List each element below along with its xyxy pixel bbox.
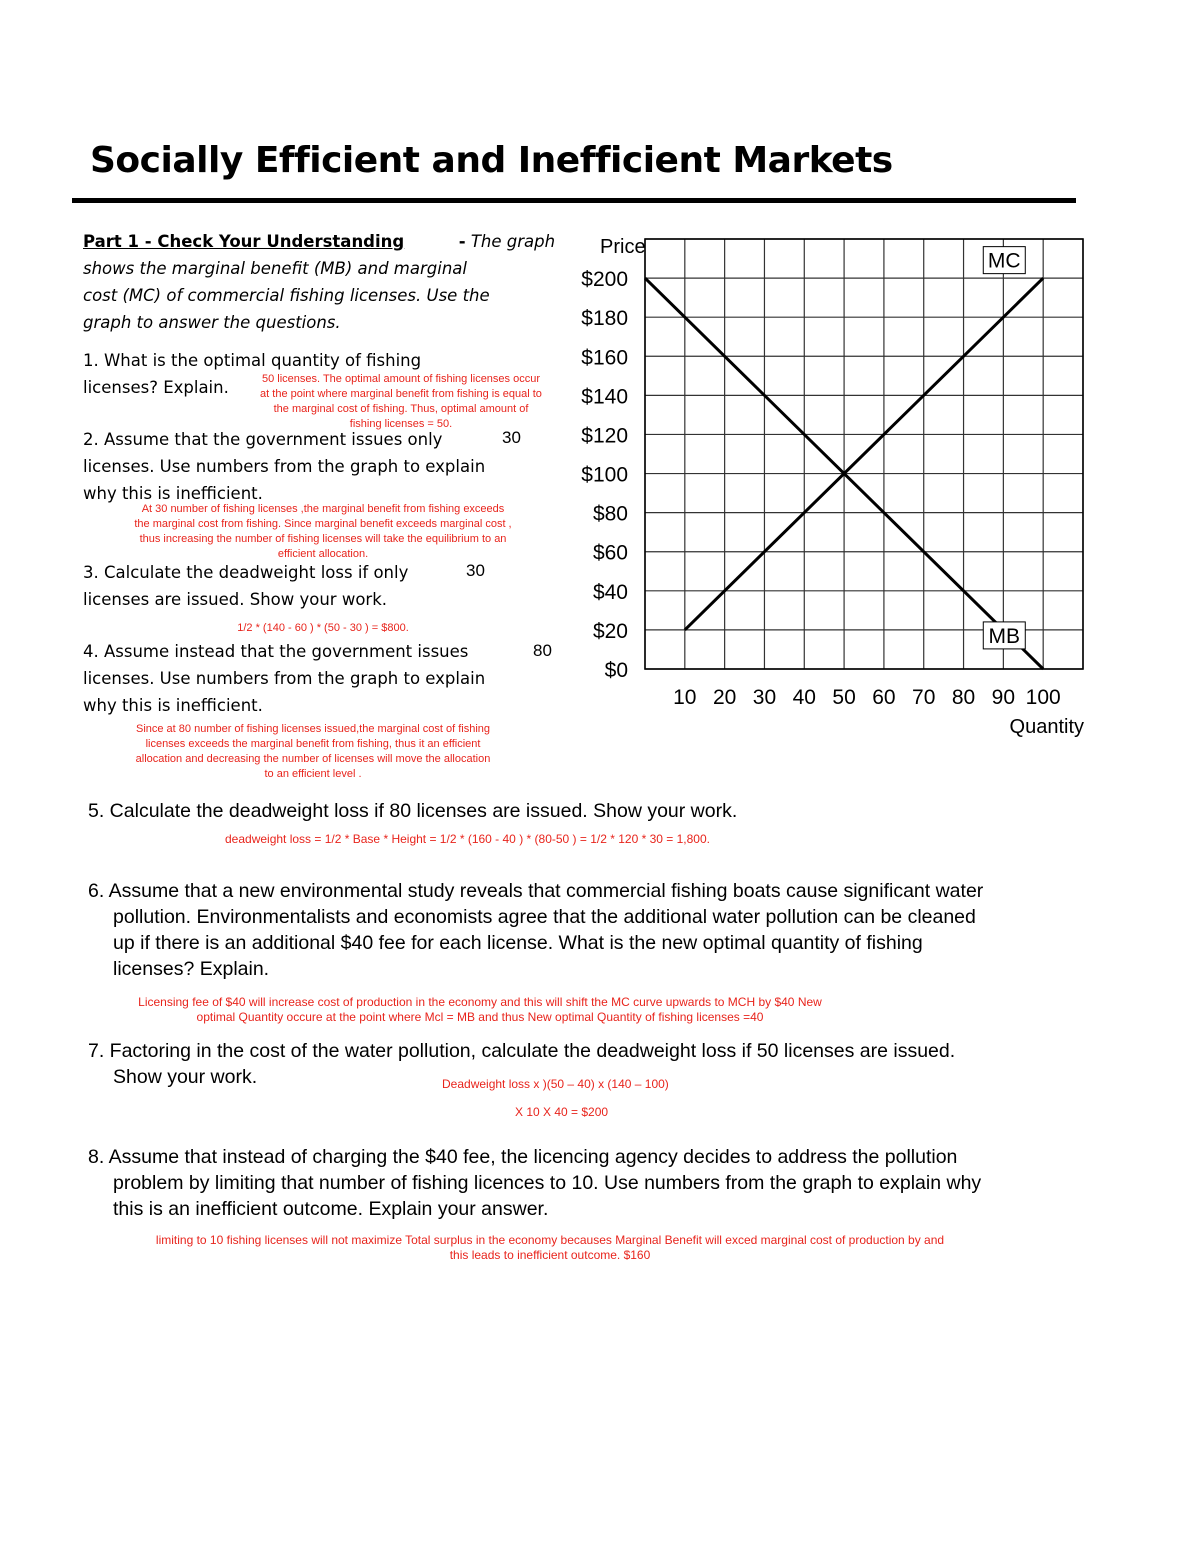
part1-intro-start: The graph xyxy=(470,232,556,251)
q2-answer-line: efficient allocation. xyxy=(277,548,369,560)
x-tick-label: 50 xyxy=(832,686,856,709)
q3-line1: 3. Calculate the deadweight loss if only xyxy=(83,563,409,582)
q3-line2: licenses are issued. Show your work. xyxy=(83,590,388,609)
y-tick-label: $0 xyxy=(604,659,628,682)
q4-answer-line: to an efficient level . xyxy=(264,768,362,780)
series-line-mc xyxy=(685,278,1043,630)
q4-line2: licenses. Use numbers from the graph to explain xyxy=(83,669,486,688)
q1-line2: licenses? Explain. xyxy=(83,378,229,397)
q5-answer: deadweight loss = 1/2 * Base * Height = 1/2 * (160 - 40 ) * (80-50 ) = 1/2 * 120 * 30 = 1,800. xyxy=(225,832,710,846)
q3-number: 30 xyxy=(466,561,485,580)
part1-intro-line3: cost (MC) of commercial fishing licenses. Use the xyxy=(83,286,490,305)
part1-intro-line4: graph to answer the questions. xyxy=(83,313,341,332)
q5-text: 5. Calculate the deadweight loss if 80 licenses are issued. Show your work. xyxy=(88,800,738,822)
q8-line3: this is an inefficient outcome. Explain your answer. xyxy=(113,1198,549,1220)
x-tick-label: 100 xyxy=(1025,686,1061,709)
q1-answer-line: fishing licenses = 50. xyxy=(349,418,453,430)
y-tick-label: $60 xyxy=(592,541,628,565)
x-tick-label: 70 xyxy=(912,686,936,709)
q4-line1: 4. Assume instead that the government issues xyxy=(83,642,469,661)
q1-answer-line: the marginal cost of fishing. Thus, optimal amount of xyxy=(273,403,529,415)
q1-answer-line: at the point where marginal benefit from fishing is equal to xyxy=(260,388,542,400)
q3-answer: 1/2 * (140 - 60 ) * (50 - 30 ) = $800. xyxy=(237,622,409,634)
y-tick-label: $180 xyxy=(581,307,628,331)
mb-mc-chart xyxy=(560,225,1100,745)
q8-answer xyxy=(90,1233,1010,1263)
x-tick-label: 60 xyxy=(872,686,896,709)
y-tick-label: $160 xyxy=(581,346,628,370)
q6-line1: 6. Assume that a new environmental study reveals that commercial fishing boats cause significant water xyxy=(88,880,984,902)
x-tick-label: 90 xyxy=(991,686,1016,709)
series-label-mb: MB xyxy=(988,624,1021,648)
q8-answer-line: this leads to inefficient outcome. $160 xyxy=(449,1248,651,1262)
q2-line2: licenses. Use numbers from the graph to explain xyxy=(83,457,486,476)
q8-line2: problem by limiting that number of fishing licences to 10. Use numbers from the graph to explain why xyxy=(113,1172,982,1194)
q6-line4: licenses? Explain. xyxy=(113,958,270,980)
y-tick-label: $140 xyxy=(581,385,628,409)
part1-intro-line2: shows the marginal benefit (MB) and marginal xyxy=(83,259,467,278)
x-tick-label: 10 xyxy=(673,686,697,709)
q1-answer-line: 50 licenses. The optimal amount of fishing licenses occur xyxy=(262,373,540,385)
q4-number: 80 xyxy=(533,641,552,660)
x-tick-label: 40 xyxy=(792,686,816,709)
y-tick-label: $200 xyxy=(581,268,628,292)
q7-answer-line2: X 10 X 40 = $200 xyxy=(515,1105,609,1119)
q6-answer-line: optimal Quantity occure at the point where Mcl = MB and thus New optimal Quantity of fishing licenses =40 xyxy=(196,1010,764,1024)
y-tick-label: $80 xyxy=(592,502,628,526)
q2-answer xyxy=(83,502,563,562)
q2-answer-line: At 30 number of fishing licenses ,the marginal benefit from fishing exceeds xyxy=(141,503,505,515)
q4-answer-line: licenses exceeds the marginal benefit from fishing, thus it an efficient xyxy=(145,738,481,750)
q1-line1: 1. What is the optimal quantity of fishing xyxy=(83,351,422,370)
q6-answer-line: Licensing fee of $40 will increase cost of production in the economy and this will shift the MC curve upwards to MCH by $40 New xyxy=(138,995,822,1009)
q4-answer xyxy=(83,722,543,782)
y-tick-label: $120 xyxy=(581,424,628,448)
q1-answer xyxy=(229,372,573,432)
q8-line1: 8. Assume that instead of charging the $40 fee, the licencing agency decides to address the pollution xyxy=(88,1146,958,1168)
x-tick-label: 80 xyxy=(951,686,976,709)
q7-answer-line1: Deadweight loss x )(50 – 40) x (140 – 100) xyxy=(442,1077,669,1091)
y-tick-labels xyxy=(581,268,628,682)
part1-heading: Part 1 - Check Your Understanding xyxy=(83,232,405,251)
x-tick-label: 20 xyxy=(712,686,737,709)
series-label-mc: MC xyxy=(987,249,1021,273)
page-title: Socially Efficient and Inefficient Markets xyxy=(90,140,893,181)
q7-line2: Show your work. xyxy=(113,1066,258,1088)
q8-answer-line: limiting to 10 fishing licenses will not maximize Total surplus in the economy becauses Marginal Benefit will exced marginal cost of production by and xyxy=(155,1233,945,1247)
q4-line3: why this is inefficient. xyxy=(83,696,263,715)
y-axis-label: Price xyxy=(600,236,646,258)
q4-answer-line: allocation and decreasing the number of licenses will move the allocation xyxy=(135,753,491,765)
q2-number: 30 xyxy=(502,428,521,447)
q2-answer-line: thus increasing the number of fishing licenses will take the equilibrium to an xyxy=(139,533,507,545)
q6-line2: pollution. Environmentalists and economists agree that the additional water pollution can be cleaned xyxy=(113,906,976,928)
x-axis-label: Quantity xyxy=(1009,716,1084,738)
q6-line3: up if there is an additional $40 fee for each license. What is the new optimal quantity of fishing xyxy=(113,932,923,954)
q2-line3: why this is inefficient. xyxy=(83,484,263,503)
y-tick-label: $20 xyxy=(592,619,628,643)
q6-answer xyxy=(100,995,860,1025)
y-tick-label: $40 xyxy=(592,580,628,604)
x-tick-label: 30 xyxy=(752,686,777,709)
y-tick-label: $100 xyxy=(581,463,628,487)
title-divider xyxy=(72,198,1076,203)
q4-answer-line: Since at 80 number of fishing licenses issued,the marginal cost of fishing xyxy=(135,723,491,735)
q2-answer-line: the marginal cost from fishing. Since marginal benefit exceeds marginal cost , xyxy=(134,518,512,530)
x-tick-labels xyxy=(673,686,1061,709)
q2-line1: 2. Assume that the government issues only xyxy=(83,430,443,449)
q7-line1: 7. Factoring in the cost of the water pollution, calculate the deadweight loss if 50 licenses are issued. xyxy=(88,1040,956,1062)
part1-intro-line1 xyxy=(83,228,555,255)
part1-dash: - xyxy=(458,232,466,251)
